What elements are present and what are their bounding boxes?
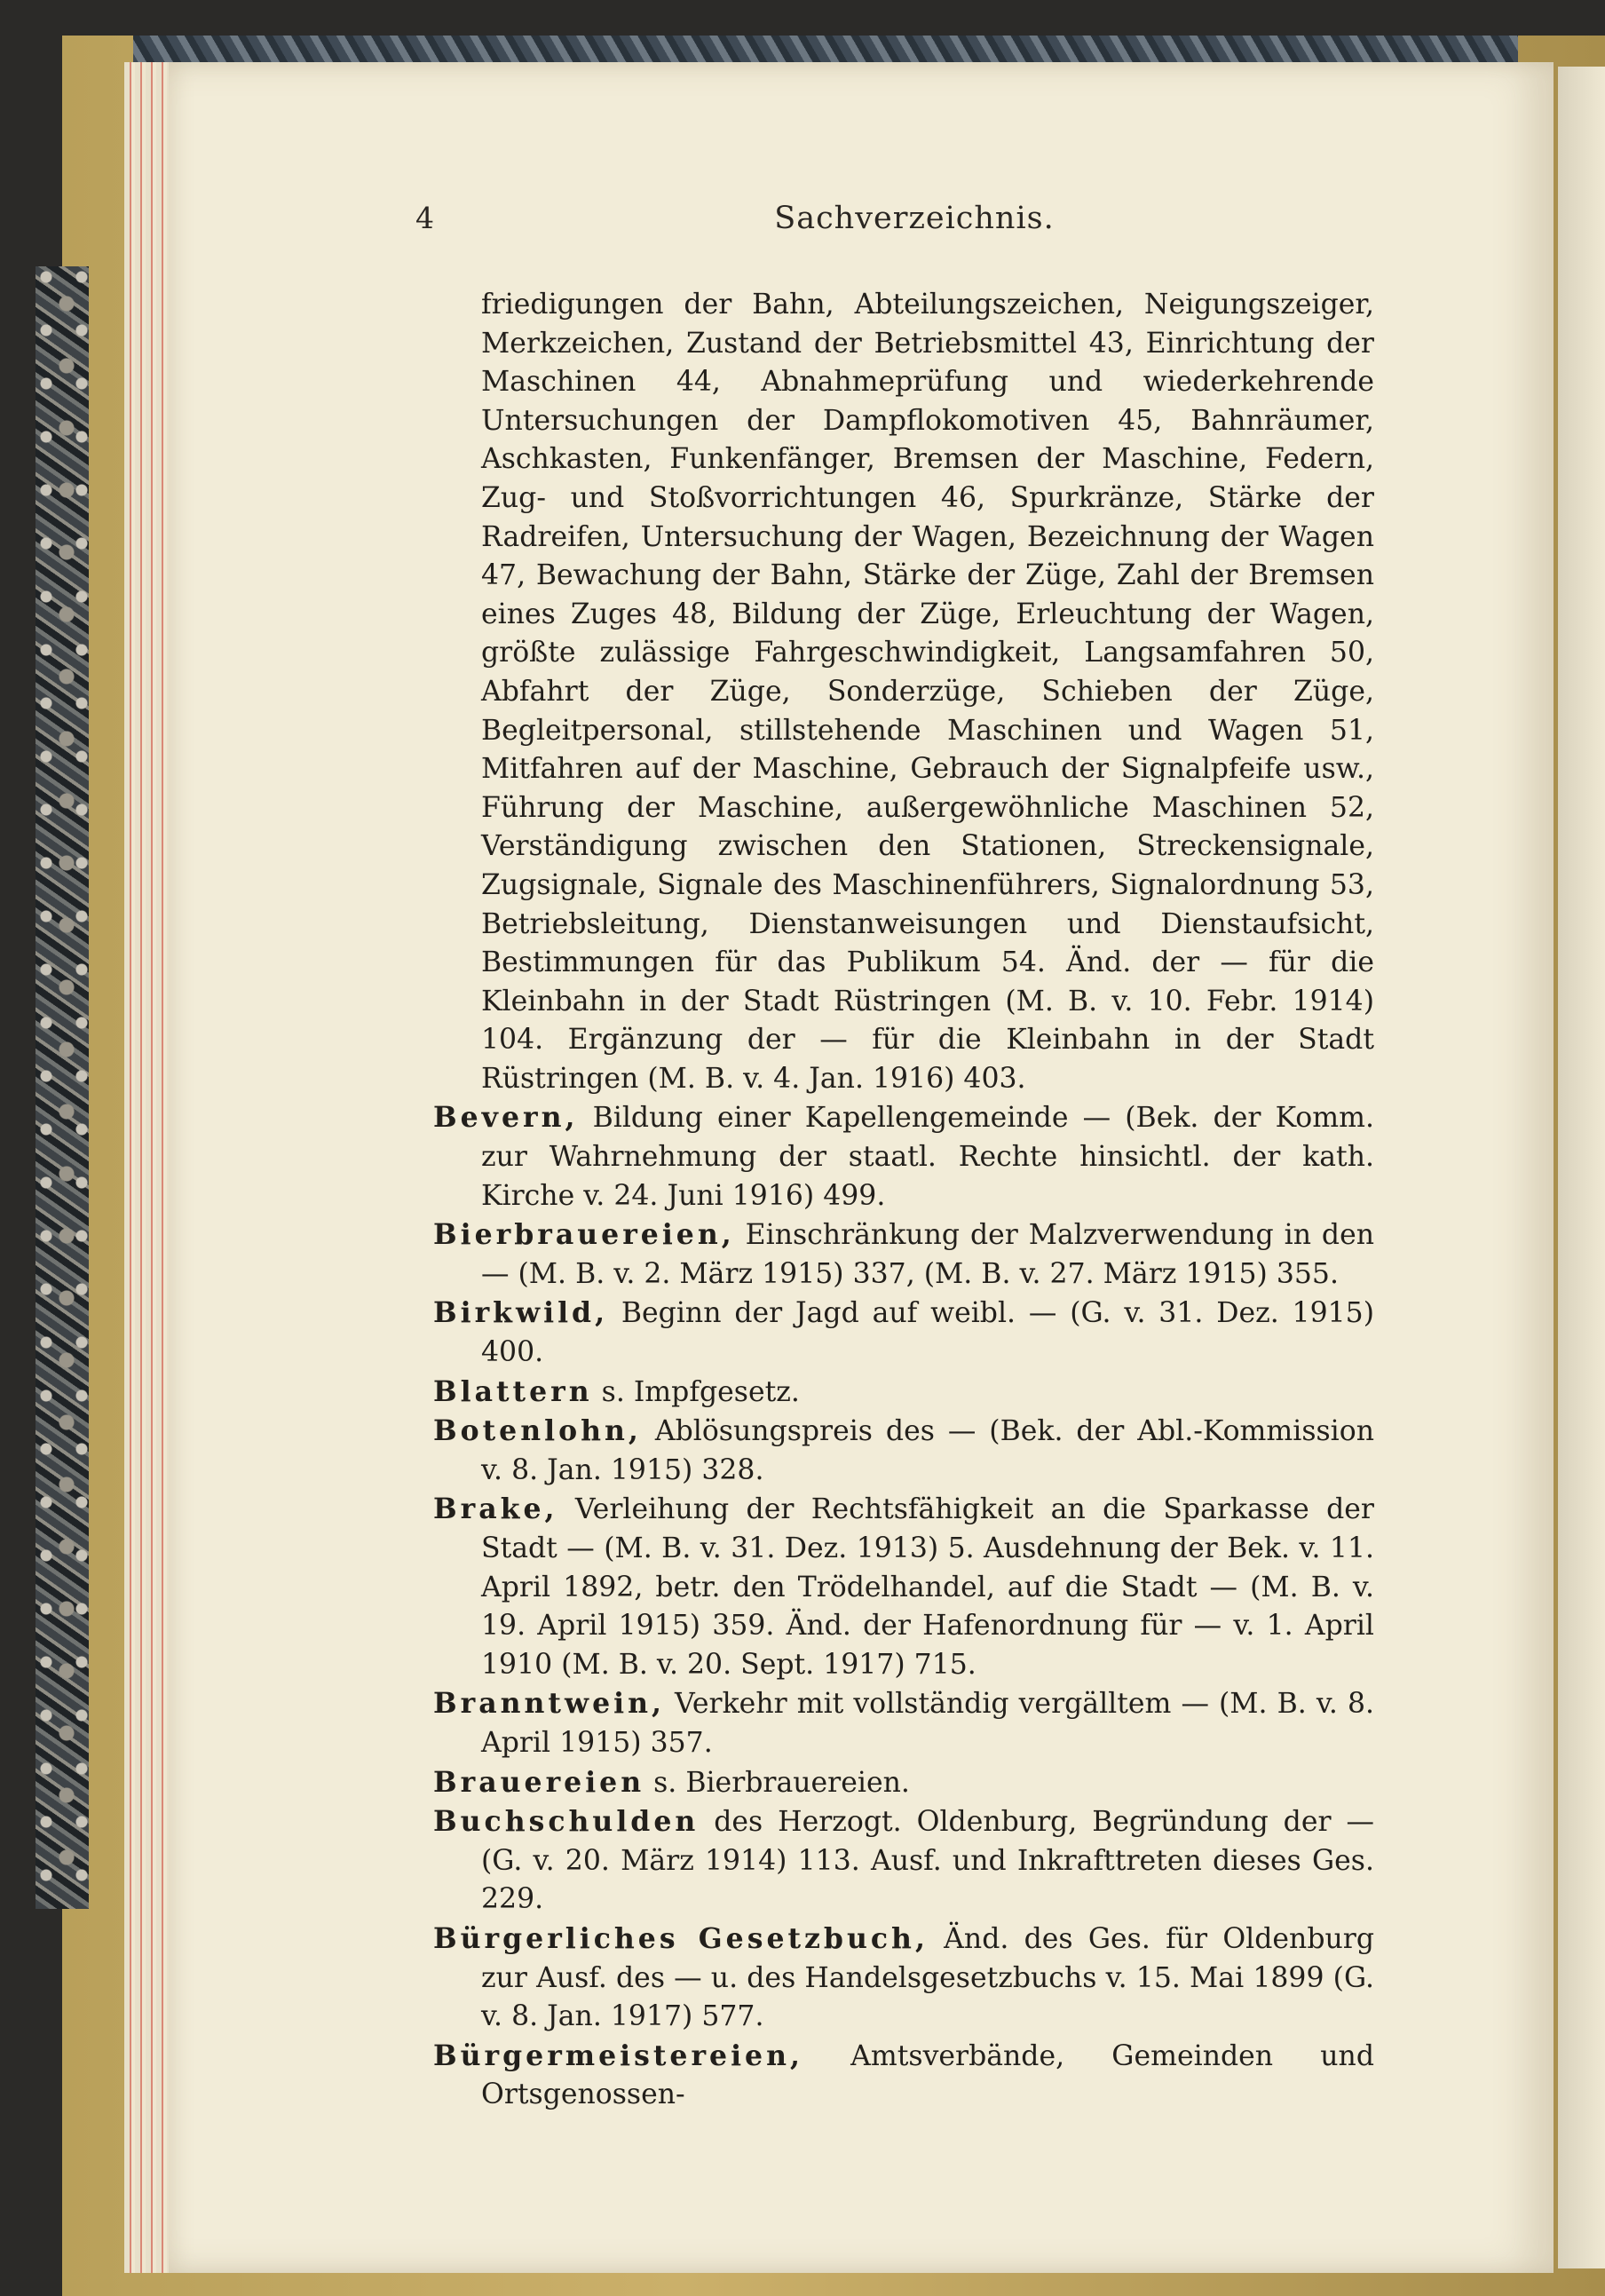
entry-keyword: Botenlohn, [433, 1414, 642, 1448]
entry-text: Verleihung der Rechtsfähigkeit an die Sparkasse der Stadt — (M. B. v. 31. Dez. 1913) 5. Ausdehnung der Bek. v. 11. April 1892, betr. den Trödelhandel, auf die Stadt — (M. B. v. 19. April 1915) 359. Änd. der Hafenordnung für — v. 1. April 1910 (M. B. v. 20. Sept. 1917) 715. [481, 1493, 1374, 1681]
entry-keyword: Birkwild, [433, 1296, 609, 1330]
index-entry [433, 1412, 1374, 1490]
index-entry [433, 1373, 1374, 1413]
page-number: 4 [415, 201, 434, 235]
entry-text: Verkehr mit vollständig vergälltem — (M. B. v. 8. April 1915) 357. [481, 1688, 1374, 1759]
facing-page-edge [1558, 67, 1605, 2268]
entry-text: Ablösungspreis des — (Bek. der Abl.-Kommission v. 8. Jan. 1915) 328. [481, 1415, 1374, 1486]
index-entry [433, 1294, 1374, 1372]
entry-keyword: Buchschulden [433, 1805, 700, 1839]
entry-keyword: Bürgerliches Gesetzbuch, [433, 1921, 929, 1955]
entry-text: Einschränkung der Malzverwendung in den — (M. B. v. 2. März 1915) 337, (M. B. v. 27. März 1915) 355. [481, 1219, 1374, 1290]
marbled-endpaper [36, 266, 89, 1909]
entry-keyword: Bevern, [433, 1101, 579, 1135]
index-entry [433, 1802, 1374, 1920]
index-entry-continued [433, 286, 1374, 1098]
entry-text: Änd. des Ges. für Oldenburg zur Ausf. des — u. des Handelsgesetzbuchs v. 15. Mai 1899 (G. v. 8. Jan. 1917) 577. [481, 1922, 1374, 2033]
entry-text: Amtsverbände, Gemeinden und Ortsgenossen- [481, 2039, 1374, 2111]
index-entry [433, 1098, 1374, 1215]
index-text-block [433, 286, 1374, 2115]
entry-keyword: Bürgermeistereien, [433, 2039, 803, 2072]
running-head: Sachverzeichnis. [774, 201, 1055, 236]
entry-text: des Herzogt. Oldenburg, Begründung der — (G. v. 20. März 1914) 113. Ausf. und Inkrafttreten dieses Ges. 229. [481, 1806, 1374, 1916]
index-entry [433, 1490, 1374, 1684]
entry-text: Beginn der Jagd auf weibl. — (G. v. 31. Dez. 1915) 400. [481, 1297, 1374, 1369]
entry-keyword: Bierbrauereien, [433, 1218, 735, 1252]
entry-text: friedigungen der Bahn, Abteilungszeichen, Neigungszeiger, Merkzeichen, Zustand der Betriebsmittel 43, Einrichtung der Maschinen 44, Abnahmeprüfung und wiederkehrende Untersuchungen der Dampflokomotiven 45, Bahnräumer, Aschkasten, Funkenfänger, Bremsen der Maschine, Federn, Zug- und Stoßvorrichtungen 46, Spurkränze, Stärke der Radreifen, Untersuchung der Wagen, Bezeichnung der Wagen 47, Bewachung der Bahn, Stärke der Züge, Zahl der Bremsen eines Zuges 48, Bildung der Züge, Erleuchtung der Wagen, größte zulässige Fahrgeschwindigkeit, Langsamfahren 50, Abfahrt der Züge, Sonderzüge, Schieben der Züge, Begleitpersonal, stillstehende Maschinen und Wagen 51, Mitfahren auf der Maschine, Gebrauch der Signalpfeife usw., Führung der Maschine, außergewöhnliche Maschinen 52, Verständigung zwischen den Stationen, Streckensignale, Zugsignale, Signale des Maschinenführers, Signalordnung 53, Betriebsleitung, Dienstanweisungen und Dienstaufsicht, Bestimmungen für das Publikum 54. Änd. der — für die Kleinbahn in der Stadt Rüstringen (M. B. v. 10. Febr. 1914) 104. Ergänzung der — für die Kleinbahn in der Stadt Rüstringen (M. B. v. 4. Jan. 1916) 403. [481, 289, 1374, 1095]
entry-keyword: Brake, [433, 1492, 558, 1526]
entry-keyword: Blattern [433, 1374, 593, 1408]
entry-text: s. Impfgesetz. [592, 1375, 800, 1408]
entry-keyword: Brauereien [433, 1765, 645, 1799]
index-entry [433, 1763, 1374, 1803]
index-entry [433, 1684, 1374, 1762]
entry-keyword: Branntwein, [433, 1687, 665, 1721]
index-entry [433, 2037, 1374, 2115]
index-entry [433, 1920, 1374, 2037]
entry-text: Bildung einer Kapellengemeinde — (Bek. der Komm. zur Wahrnehmung der staatl. Rechte hinsichtl. der kath. Kirche v. 24. Juni 1916) 499. [481, 1102, 1374, 1212]
index-entry [433, 1215, 1374, 1294]
entry-text: s. Bierbrauereien. [644, 1766, 910, 1799]
